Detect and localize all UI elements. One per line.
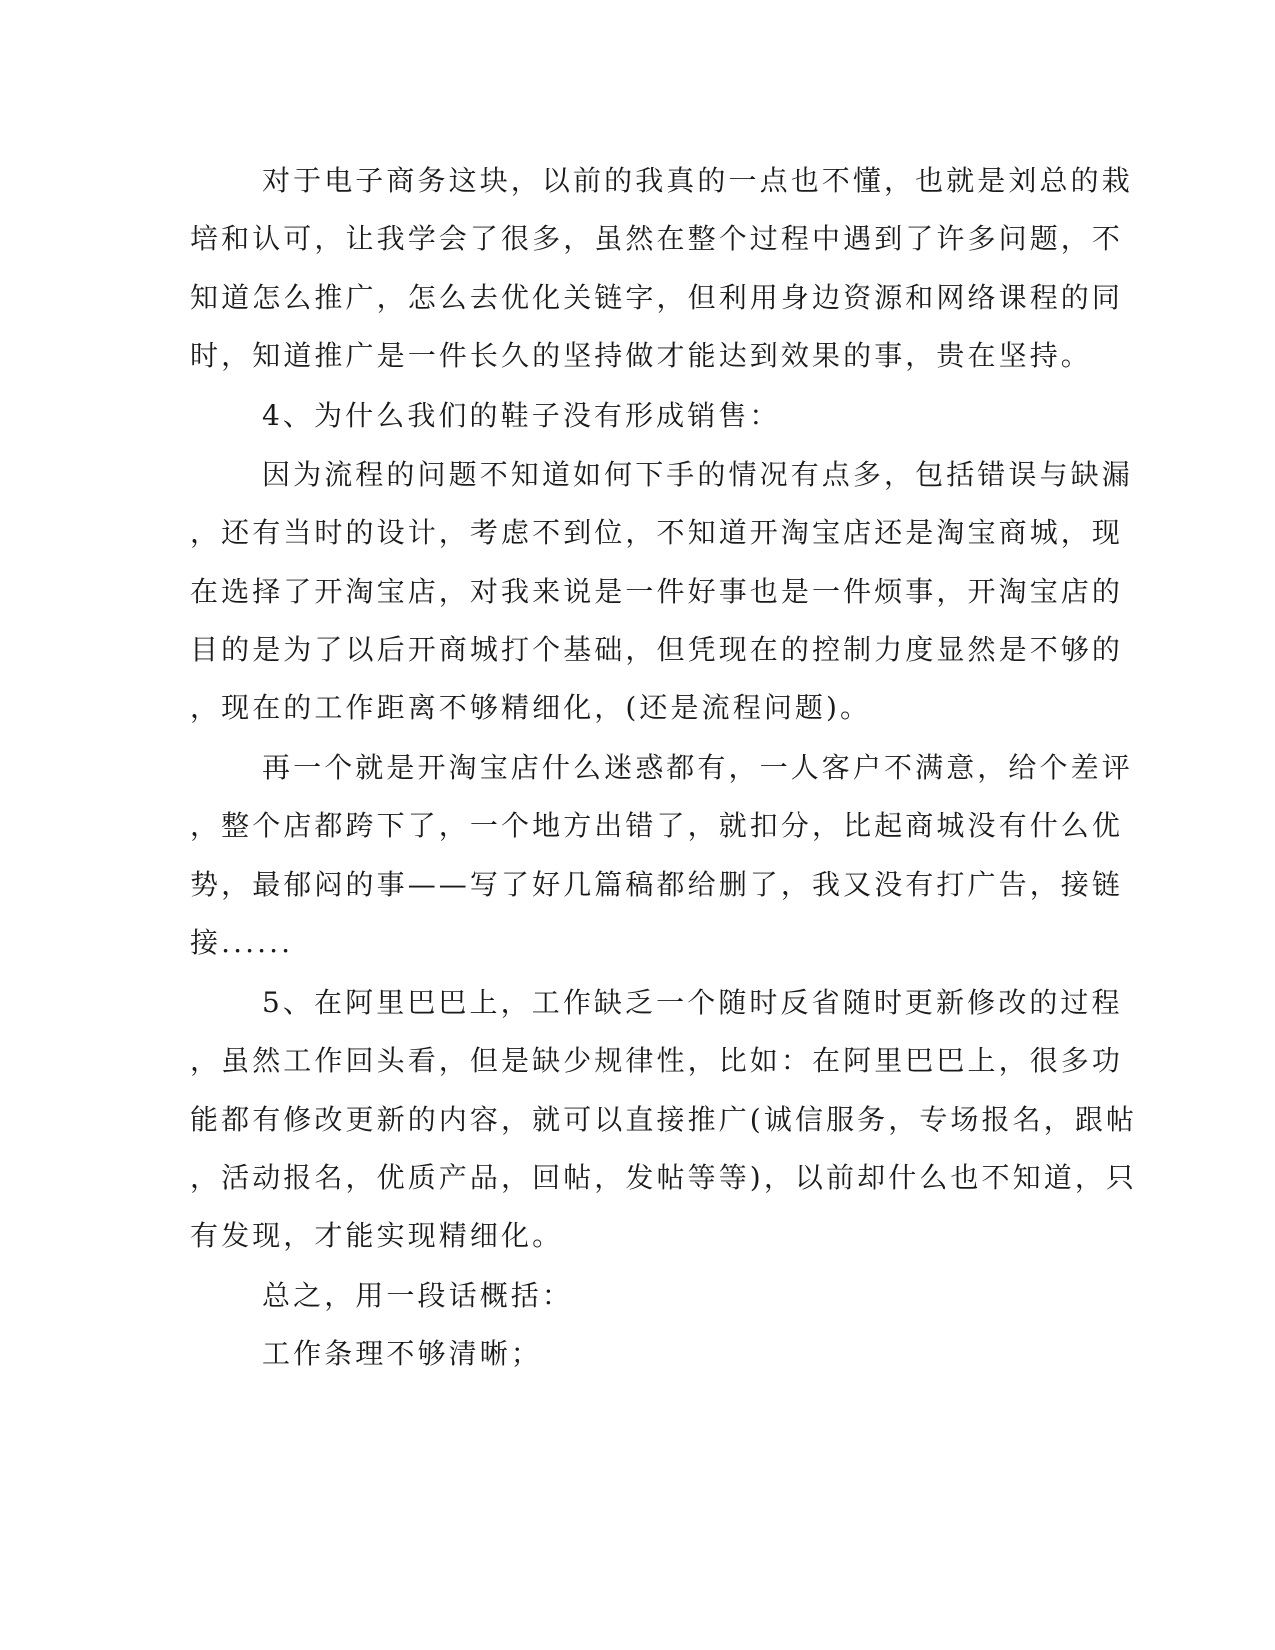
paragraph-line: 培和认可，让我学会了很多，虽然在整个过程中遇到了许多问题，不	[190, 222, 1124, 255]
paragraph-line: 再一个就是开淘宝店什么迷惑都有，一人客户不满意，给个差评	[262, 751, 1133, 784]
paragraph-line: ，活动报名，优质产品，回帖，发帖等等)，以前却什么也不知道，只	[190, 1161, 1138, 1194]
paragraph-line: 有发现，才能实现精细化。	[190, 1219, 564, 1252]
paragraph-line: ，虽然工作回头看，但是缺少规律性，比如：在阿里巴巴上，很多功	[190, 1044, 1124, 1077]
paragraph-line: 5、在阿里巴巴上，工作缺乏一个随时反省随时更新修改的过程	[262, 986, 1123, 1019]
paragraph-line: 时，知道推广是一件长久的坚持做才能达到效果的事，贵在坚持。	[190, 339, 1092, 372]
paragraph-line: 在选择了开淘宝店，对我来说是一件好事也是一件烦事，开淘宝店的	[190, 575, 1124, 608]
paragraph-line: 总之，用一段话概括：	[262, 1279, 574, 1312]
section-heading: 4、为什么我们的鞋子没有形成销售：	[262, 399, 781, 432]
paragraph-line: 对于电子商务这块，以前的我真的一点也不懂，也就是刘总的栽	[262, 164, 1133, 197]
paragraph-line: 目的是为了以后开商城打个基础，但凭现在的控制力度显然是不够的	[190, 633, 1124, 666]
paragraph-line: 工作条理不够清晰；	[262, 1337, 542, 1370]
paragraph-line: ，现在的工作距离不够精细化，(还是流程问题)。	[190, 691, 872, 724]
paragraph-line: 知道怎么推广，怎么去优化关链字，但利用身边资源和网络课程的同	[190, 281, 1124, 314]
paragraph-line: 接......	[190, 926, 294, 959]
paragraph-line: ，还有当时的设计，考虑不到位，不知道开淘宝店还是淘宝商城，现	[190, 516, 1124, 549]
paragraph-line: 因为流程的问题不知道如何下手的情况有点多，包括错误与缺漏	[262, 458, 1133, 491]
paragraph-line: 能都有修改更新的内容，就可以直接推广(诚信服务，专场报名，跟帖	[190, 1103, 1138, 1136]
paragraph-line: ，整个店都跨下了，一个地方出错了，就扣分，比起商城没有什么优	[190, 809, 1124, 842]
paragraph-line: 势，最郁闷的事——写了好几篇稿都给删了，我又没有打广告，接链	[190, 868, 1124, 901]
